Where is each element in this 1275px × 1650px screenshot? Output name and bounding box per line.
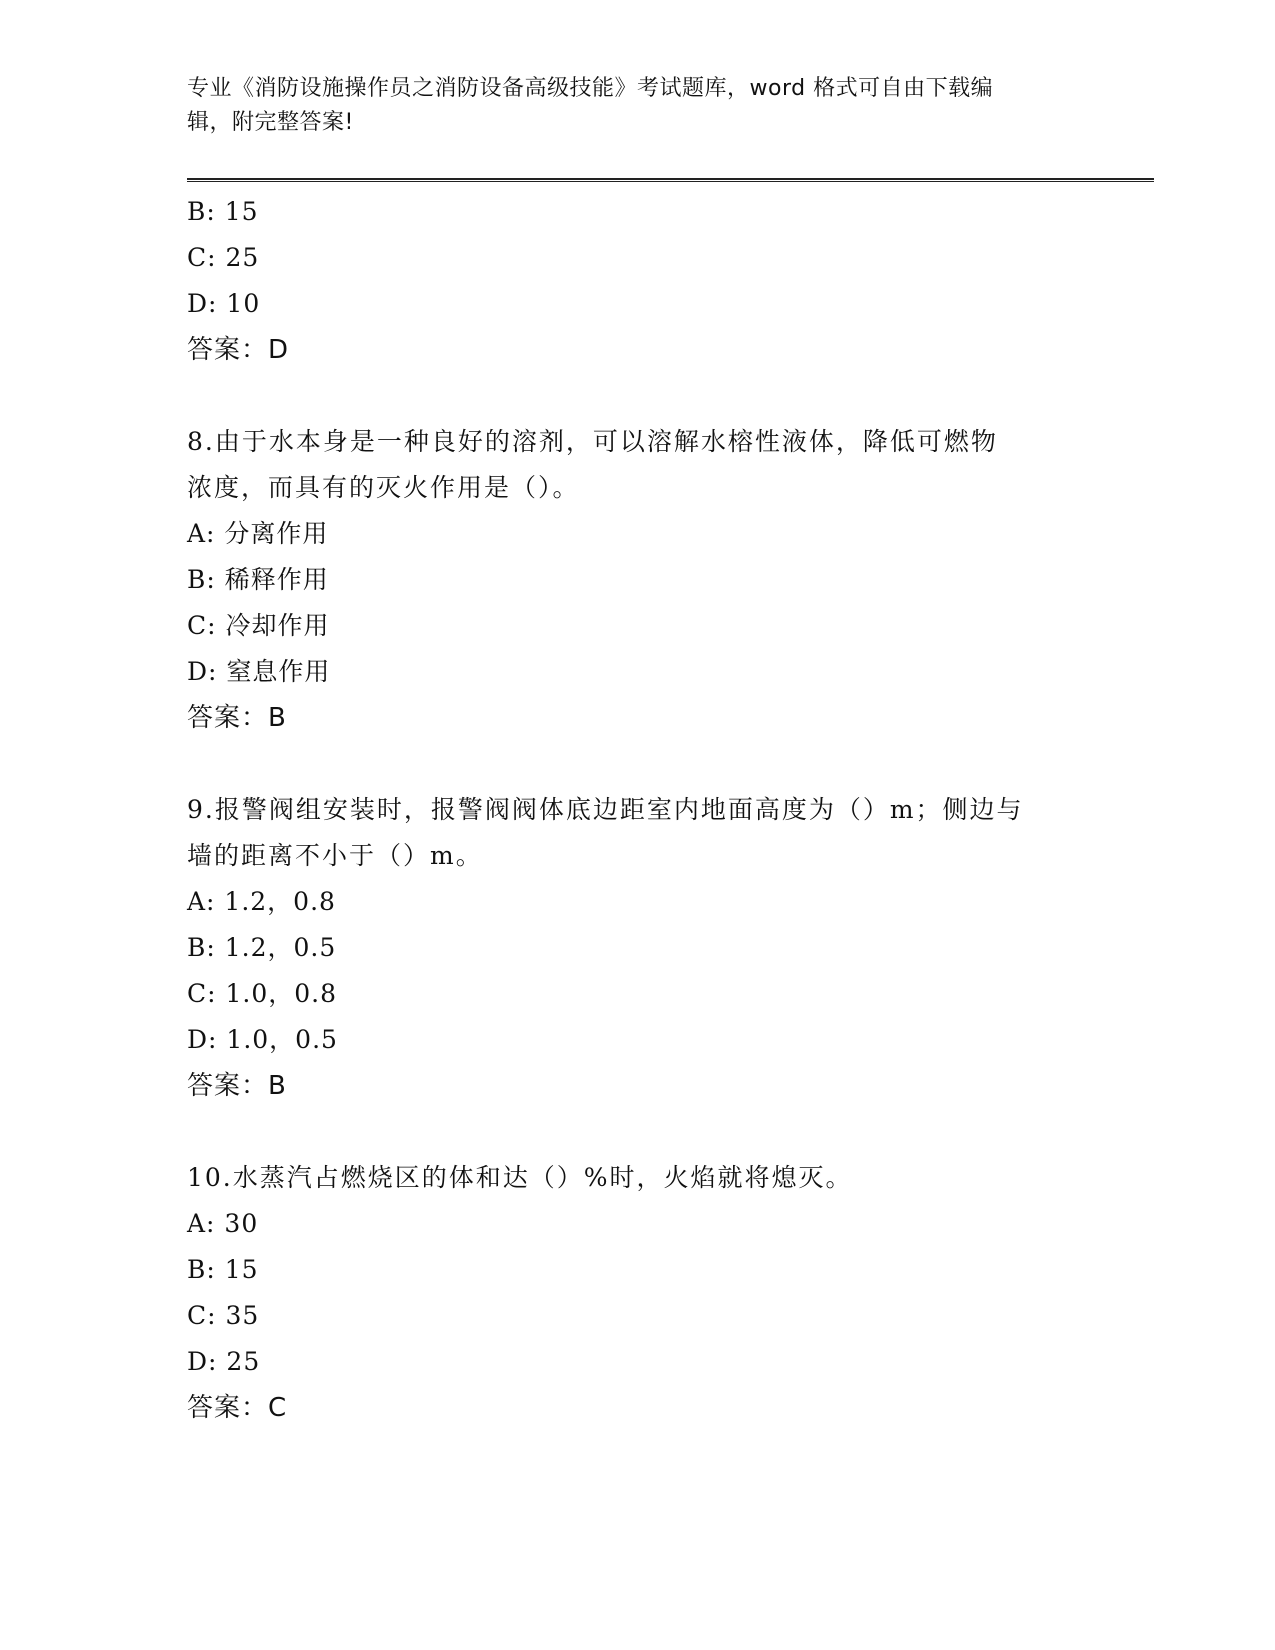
question-text-line: 10.水蒸汽占燃烧区的体和达（）%时，火焰就将熄灭。 [187, 1163, 853, 1192]
option-a: A: 30 [187, 1209, 259, 1238]
option-a: A: 分离作用 [187, 519, 329, 548]
option-b: B: 15 [187, 1255, 259, 1284]
option-c: C: 1.0，0.8 [187, 979, 338, 1008]
answer-line: 答案：D [187, 335, 290, 365]
option-d: D: 窒息作用 [187, 657, 331, 686]
question-text-line: 浓度，而具有的灭火作用是（）。 [187, 473, 580, 502]
answer-line: 答案：B [187, 703, 287, 733]
question-10 [187, 1155, 1087, 1431]
spacer [187, 373, 1087, 419]
option-c: C: 25 [187, 243, 260, 272]
header-divider [187, 178, 1154, 182]
option-c: C: 35 [187, 1301, 260, 1330]
question-9 [187, 787, 1087, 1109]
option-c: C: 冷却作用 [187, 611, 330, 640]
answer-line: 答案：C [187, 1393, 288, 1423]
question-text-line: 9.报警阀组安装时，报警阀阀体底边距室内地面高度为（）m；侧边与 [187, 795, 1024, 824]
answer-line: 答案：B [187, 1071, 287, 1101]
header-line-2: 辑，附完整答案! [187, 110, 354, 135]
option-b: B: 15 [187, 197, 259, 226]
option-d: D: 1.0，0.5 [187, 1025, 338, 1054]
spacer [187, 741, 1087, 787]
question-7-tail [187, 189, 1087, 373]
option-d: D: 25 [187, 1347, 261, 1376]
spacer [187, 1109, 1087, 1155]
document-header [187, 72, 1087, 140]
question-text-line: 8.由于水本身是一种良好的溶剂，可以溶解水榕性液体，降低可燃物 [187, 427, 998, 456]
header-line-1: 专业《消防设施操作员之消防设备高级技能》考试题库，word 格式可自由下载编 [187, 76, 994, 101]
question-8 [187, 419, 1087, 741]
option-a: A: 1.2，0.8 [187, 887, 336, 916]
option-d: D: 10 [187, 289, 261, 318]
document-body [187, 189, 1087, 1431]
option-b: B: 稀释作用 [187, 565, 329, 594]
option-b: B: 1.2，0.5 [187, 933, 337, 962]
question-text-line: 墙的距离不小于（）m。 [187, 841, 483, 870]
